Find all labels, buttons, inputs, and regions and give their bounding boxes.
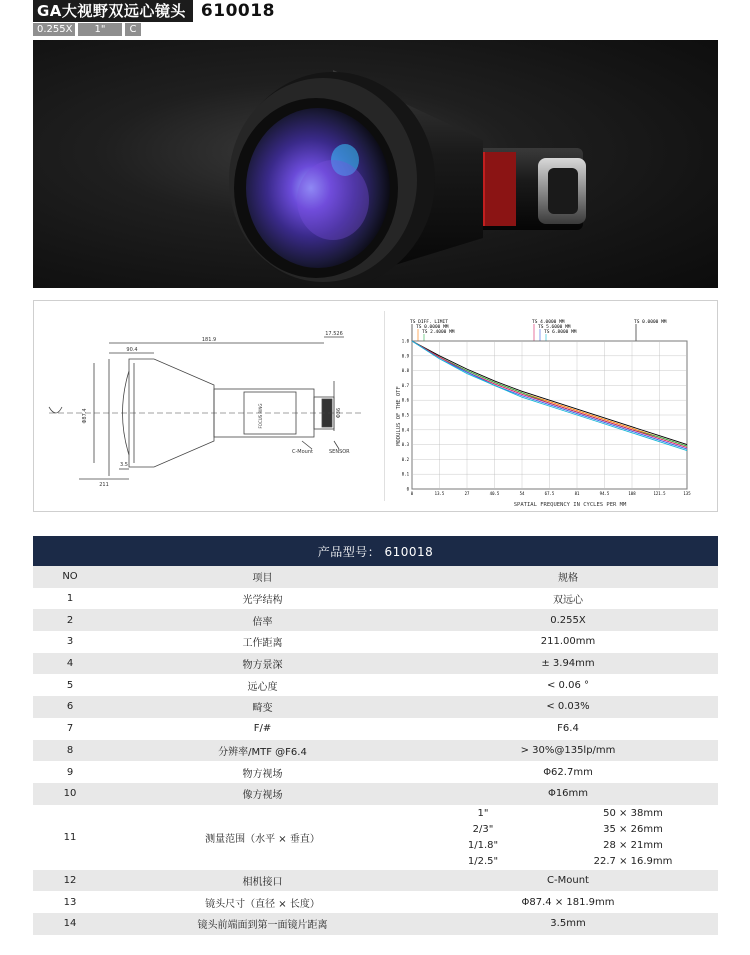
field-of-view: 22.7 × 16.9mm: [593, 855, 673, 867]
cell-range-values: [418, 805, 718, 869]
mtf-xtick: 121.5: [653, 491, 666, 496]
cell-item: 测量范围（水平 × 垂直）: [205, 833, 320, 845]
product-header: [33, 0, 275, 22]
tag-magnification: 0.255X: [33, 23, 75, 36]
table-row: [33, 674, 718, 696]
cell-item: 像方视场: [242, 790, 283, 802]
mtf-xtick: 27: [464, 491, 470, 496]
mtf-xtick: 81: [574, 491, 580, 496]
tag-mount: C: [125, 23, 141, 36]
cell-item: 物方景深: [242, 660, 283, 672]
panel-divider: [384, 311, 385, 501]
col-item: 项目: [252, 573, 273, 585]
dim-mount: Φ36: [336, 407, 342, 419]
table-row: [33, 631, 718, 653]
cell-no: 4: [66, 658, 74, 670]
mtf-xtick: 135: [683, 491, 691, 496]
sensor-size: 2/3": [472, 823, 494, 835]
mtf-xtick: 108: [628, 491, 636, 496]
mtf-legend-entry: TS 0.0000 MM: [416, 325, 449, 330]
cell-no: 12: [63, 874, 77, 886]
mtf-xtick: 13.5: [434, 491, 445, 496]
dimension-drawing: [34, 301, 382, 511]
lens-photo: [33, 40, 718, 288]
cell-item: F/#: [253, 723, 272, 735]
mtf-ytick: 0.9: [401, 353, 409, 359]
mtf-ytick: 0.1: [401, 471, 409, 477]
table-row: [33, 783, 718, 805]
field-of-view: 50 × 38mm: [603, 807, 663, 819]
mtf-chart-svg: [392, 301, 717, 511]
cell-spec: < 0.03%: [546, 701, 590, 713]
lens-illustration: [33, 40, 718, 288]
cell-no: 2: [66, 614, 74, 626]
mtf-ytick: 0.3: [401, 442, 409, 448]
cell-item: 物方视场: [242, 768, 283, 780]
cell-spec: Φ87.4 × 181.9mm: [521, 896, 615, 908]
cell-spec: > 30%@135lp/mm: [520, 744, 616, 756]
barrel-marking: FOCUS RING: [258, 403, 263, 429]
sensor-size: 1/2.5": [467, 855, 499, 867]
dim-working-distance: 211: [99, 482, 109, 488]
cell-spec: 双远心: [553, 595, 583, 607]
spec-tags: [33, 23, 141, 36]
table-row: [33, 913, 718, 935]
cell-spec: Φ62.7mm: [543, 766, 593, 778]
product-title: GA大视野双远心镜头: [33, 0, 193, 22]
field-of-view: 28 × 21mm: [603, 839, 663, 851]
cell-no: 1: [66, 593, 74, 605]
cell-item: 远心度: [247, 681, 278, 693]
cell-spec: ± 3.94mm: [541, 658, 595, 670]
table-row-range: [33, 805, 718, 870]
table-row: [33, 588, 718, 610]
mtf-legend-entry: TS 4.0000 MM: [532, 320, 565, 325]
sensor-size: 1/1.8": [467, 839, 499, 851]
cell-no: 7: [66, 723, 74, 735]
spec-table: [33, 536, 718, 935]
table-row: [33, 761, 718, 783]
mtf-grid: [412, 341, 687, 489]
cell-no: 6: [66, 701, 74, 713]
drawing-panel: [33, 300, 718, 512]
mtf-ytick: 0.8: [401, 368, 409, 374]
cell-no: 9: [66, 766, 74, 778]
table-body-bottom: [33, 870, 718, 935]
cell-spec: 3.5mm: [550, 918, 586, 930]
table-row: [33, 740, 718, 762]
dim-diameter: Φ87.4: [82, 408, 88, 424]
mtf-legend-entry: TS DIFF. LIMIT: [410, 320, 448, 325]
mtf-legend-entry: TS 5.6000 MM: [538, 325, 571, 330]
label-sensor: SENSOR: [329, 449, 350, 455]
tag-sensor: 1": [78, 23, 122, 36]
table-title: 产品型号： 610018: [33, 536, 718, 566]
mtf-ytick: 0.4: [401, 427, 409, 433]
cell-spec: 211.00mm: [540, 636, 596, 648]
dim-body: 90.4: [126, 347, 138, 353]
cell-item: 分辨率/MTF @F6.4: [218, 746, 307, 758]
table-body-top: [33, 588, 718, 805]
mtf-ytick: 0.2: [401, 456, 409, 462]
cell-no: 8: [66, 744, 74, 756]
cell-spec: F6.4: [557, 723, 579, 735]
range-sub-row: [418, 853, 718, 869]
mtf-legend-entry: TS 6.8000 MM: [544, 330, 577, 335]
table-row: [33, 718, 718, 740]
cell-no: 14: [63, 918, 77, 930]
table-row: [33, 891, 718, 913]
dim-front: 3.5: [120, 462, 128, 468]
col-no: NO: [62, 571, 78, 583]
mtf-xtick: 0: [410, 491, 414, 496]
range-sub-row: [418, 805, 718, 821]
mtf-ytick: 0.7: [401, 382, 409, 388]
field-of-view: 35 × 26mm: [603, 823, 663, 835]
cell-no: 13: [63, 896, 77, 908]
table-row: [33, 696, 718, 718]
col-spec: 规格: [558, 573, 578, 585]
dim-rear: 17.526: [325, 331, 343, 337]
cell-spec: C-Mount: [547, 874, 589, 886]
dimension-drawing-svg: [34, 301, 382, 511]
range-sub-row: [418, 821, 718, 837]
mtf-legend-entry: TS 2.4000 MM: [422, 330, 455, 335]
label-cmount: C-Mount: [292, 449, 313, 455]
cell-no: 3: [66, 636, 74, 648]
product-code: 610018: [200, 1, 275, 21]
mtf-legend-entry: TS 0.0000 MM: [634, 320, 667, 325]
range-sub-row: [418, 837, 718, 853]
mtf-ytick: 1.0: [401, 338, 409, 344]
mtf-xtick: 67.5: [544, 491, 555, 496]
cell-item: 镜头尺寸（直径 × 长度）: [205, 898, 320, 910]
mtf-ytick: 0: [406, 486, 409, 492]
table-header-row: [33, 566, 718, 588]
cell-item: 镜头前端面到第一面镜片距离: [197, 920, 328, 932]
cell-item: 倍率: [252, 616, 273, 628]
mtf-ylabel: MODULUS OF THE OTF: [396, 386, 402, 446]
cell-no: 5: [66, 679, 74, 691]
mtf-chart: [392, 301, 717, 511]
dim-total: 181.9: [201, 337, 217, 343]
table-row: [33, 653, 718, 675]
cell-item: 工作距离: [242, 638, 283, 650]
cell-spec: Φ16mm: [547, 788, 589, 800]
cell-item: 相机接口: [242, 876, 283, 888]
mtf-xtick: 40.5: [489, 491, 500, 496]
cell-no: 10: [63, 788, 77, 800]
mtf-xtick: 94.5: [599, 491, 610, 496]
cell-no: 11: [63, 831, 77, 843]
sensor-size: 1": [477, 807, 489, 819]
cell-spec: < 0.06 °: [546, 679, 589, 691]
cell-item: 光学结构: [242, 595, 283, 607]
table-row: [33, 870, 718, 892]
mtf-ytick: 0.5: [401, 412, 409, 418]
mtf-xtick: 54: [519, 491, 525, 496]
cell-spec: 0.255X: [550, 614, 586, 626]
mtf-xlabel: SPATIAL FREQUENCY IN CYCLES PER MM: [513, 502, 627, 508]
cell-item: 畸变: [252, 703, 273, 715]
mtf-legend: [410, 319, 667, 341]
mtf-ytick: 0.6: [401, 397, 409, 403]
table-row: [33, 609, 718, 631]
